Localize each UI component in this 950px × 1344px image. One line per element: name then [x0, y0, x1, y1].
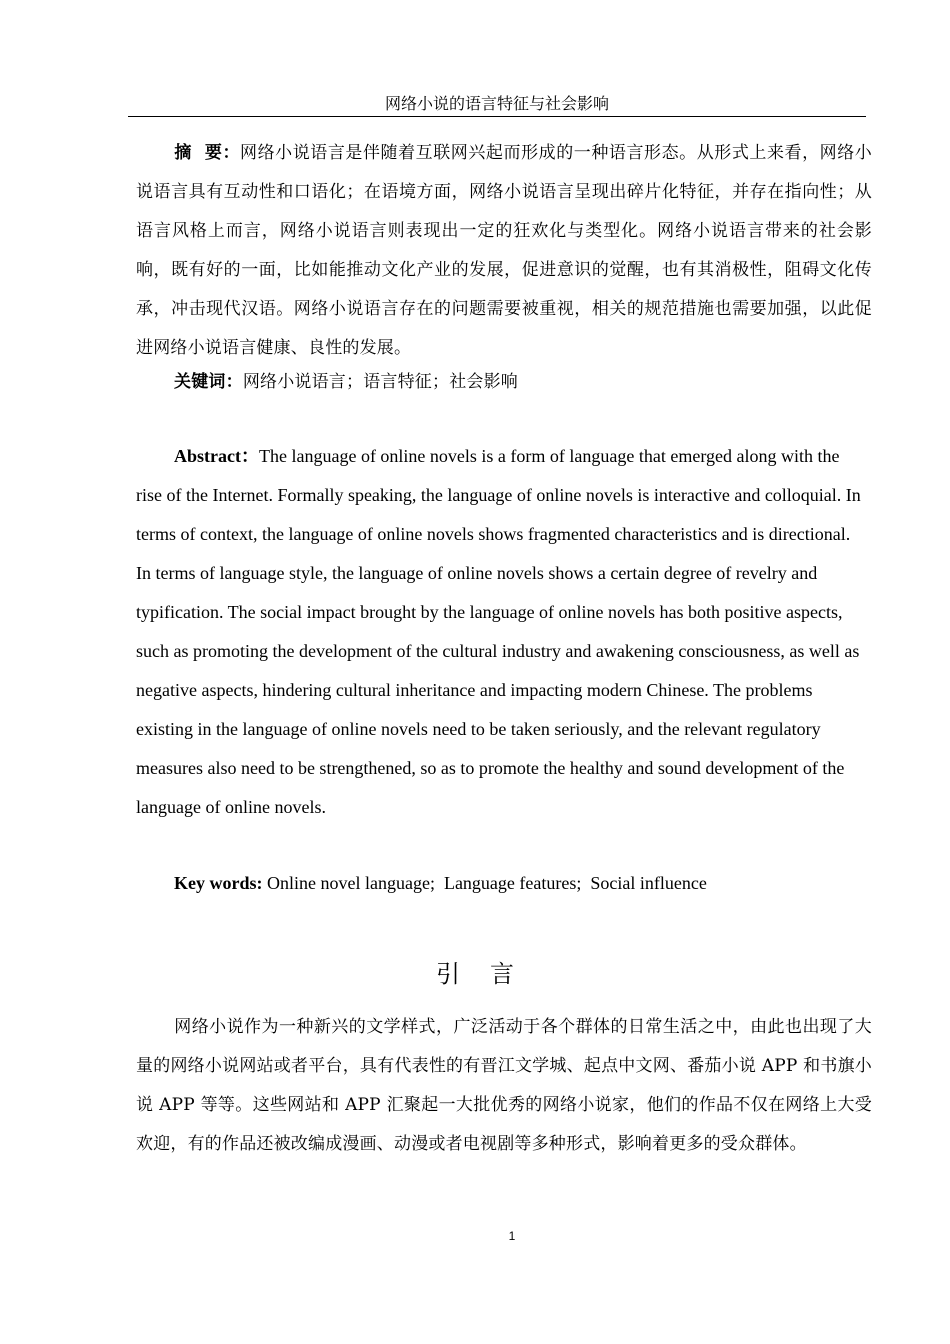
section-title-introduction: 引言 — [436, 960, 544, 988]
english-keywords-text: Online novel language; Language features; Social influence — [262, 873, 707, 893]
page-number: 1 — [508, 1229, 516, 1243]
introduction-paragraph — [136, 1008, 872, 1164]
introduction-text: 网络小说作为一种新兴的文学样式，广泛活动于各个群体的日常生活之中，由此也出现了大量的网络小说网站或者平台，具有代表性的有晋江文学城、起点中文网、番茄小说 APP 和书旗小说 APP 等等。这些网站和 APP 汇聚起一大批优秀的网络小说家，他们的作品不仅在网络上大受欢迎，有的作品还被改编成漫画、动漫或者电视剧等多种形式，影响着更多的受众群体。 — [136, 1017, 872, 1154]
chinese-abstract-label: 摘 要： — [174, 143, 241, 163]
english-abstract-text: The language of online novels is a form of language that emerged along with the rise of the Internet. Formally speaking, the language of online novels is interactive and colloquial. In terms of context, the language of online novels shows fragmented characteristics and is directional. In terms of language style, the language of online novels shows a certain degree of revelry and typification. The social impact brought by the language of online novels has both positive aspects, such as promoting the development of the cultural industry and awakening consciousness, as well as negative aspects, hindering cultural inheritance and impacting modern Chinese. The problems existing in the language of online novels need to be taken seriously, and the relevant regulatory measures also need to be strengthened, so as to promote the healthy and sound development of the language of online novels. — [136, 446, 861, 817]
chinese-keywords — [136, 363, 872, 402]
header-title: 网络小说的语言特征与社会影响 — [384, 94, 609, 113]
chinese-abstract — [136, 134, 872, 368]
chinese-keywords-label: 关键词： — [174, 372, 243, 392]
english-abstract — [136, 437, 864, 827]
chinese-abstract-text: 网络小说语言是伴随着互联网兴起而形成的一种语言形态。从形式上来看，网络小说语言具有互动性和口语化；在语境方面，网络小说语言呈现出碎片化特征，并存在指向性；从语言风格上而言，网络小说语言则表现出一定的狂欢化与类型化。网络小说语言带来的社会影响，既有好的一面，比如能推动文化产业的发展，促进意识的觉醒，也有其消极性，阻碍文化传承，冲击现代汉语。网络小说语言存在的问题需要被重视，相关的规范措施也需要加强，以此促进网络小说语言健康、良性的发展。 — [136, 143, 872, 358]
chinese-keywords-text: 网络小说语言；语言特征；社会影响 — [242, 372, 519, 392]
english-keywords-label: Key words: — [174, 873, 263, 893]
english-keywords — [136, 864, 864, 903]
english-abstract-label: Abstract： — [174, 446, 259, 466]
page-header — [128, 94, 866, 117]
